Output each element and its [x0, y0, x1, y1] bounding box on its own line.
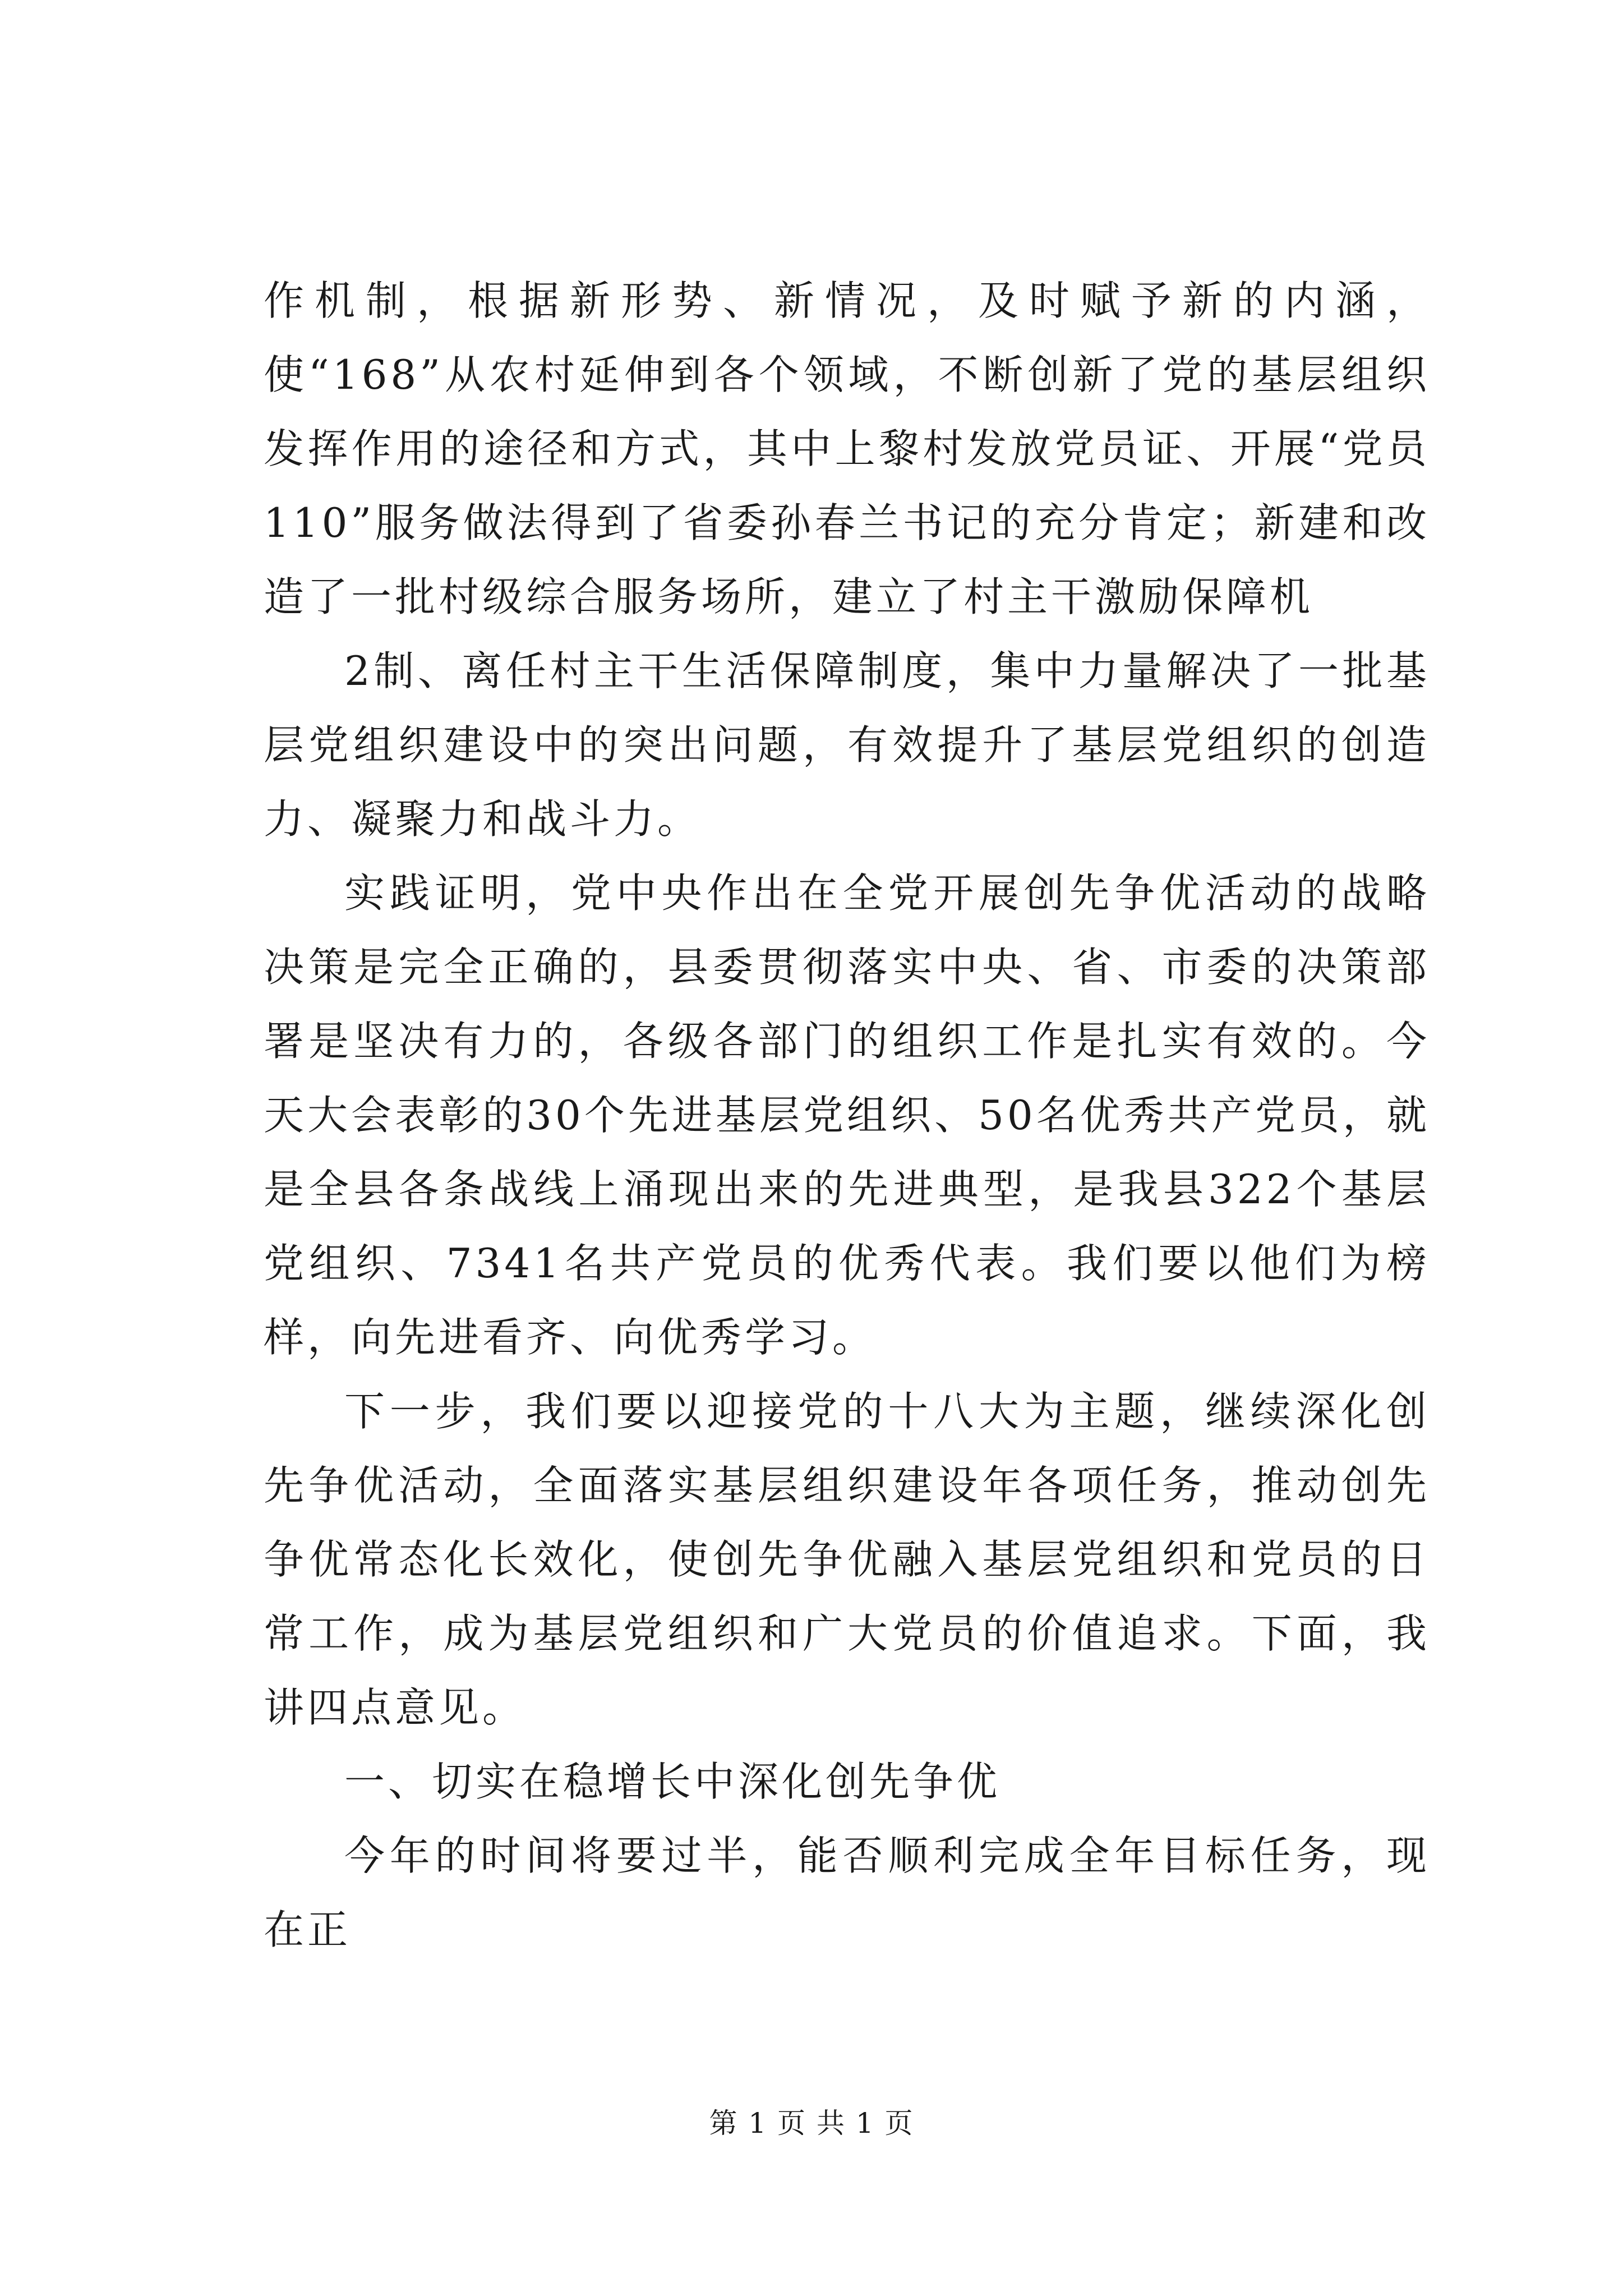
paragraph-4: 下一步，我们要以迎接党的十八大为主题，继续深化创先争优活动，全面落实基层组织建设年各项任务，推动创先争优常态化长效化，使创先争优融入基层党组织和党员的日常工作，成为基层党组织和广大党员的价值追求。下面，我讲四点意见。	[264, 1388, 1430, 1731]
document-body	[264, 264, 1430, 1967]
page-footer: 第 1 页 共 1 页	[709, 2107, 914, 2139]
paragraph-1: 作机制，根据新形势、新情况，及时赋予新的内涵，使“168”从农村延伸到各个领域，不断创新了党的基层组织发挥作用的途径和方式，其中上黎村发放党员证、开展“党员110”服务做法得到了省委孙春兰书记的充分肯定；新建和改造了一批村级综合服务场所，建立了村主干激励保障机	[264, 277, 1430, 620]
section-heading: 一、切实在稳增长中深化创先争优	[344, 1758, 1001, 1805]
paragraph-3: 实践证明，党中央作出在全党开展创先争优活动的战略决策是完全正确的，县委贯彻落实中央、省、市委的决策部署是坚决有力的，各级各部门的组织工作是扎实有效的。今天大会表彰的30个先进基层党组织、50名优秀共产党员，就是全县各条战线上涌现出来的先进典型，是我县322个基层党组织、7341名共产党员的优秀代表。我们要以他们为榜样，向先进看齐、向优秀学习。	[264, 869, 1430, 1361]
paragraph-2: 2制、离任村主干生活保障制度，集中力量解决了一批基层党组织建设中的突出问题，有效提升了基层党组织的创造力、凝聚力和战斗力。	[264, 647, 1430, 843]
paragraph-5: 今年的时间将要过半，能否顺利完成全年目标任务，现在正	[264, 1832, 1430, 1953]
